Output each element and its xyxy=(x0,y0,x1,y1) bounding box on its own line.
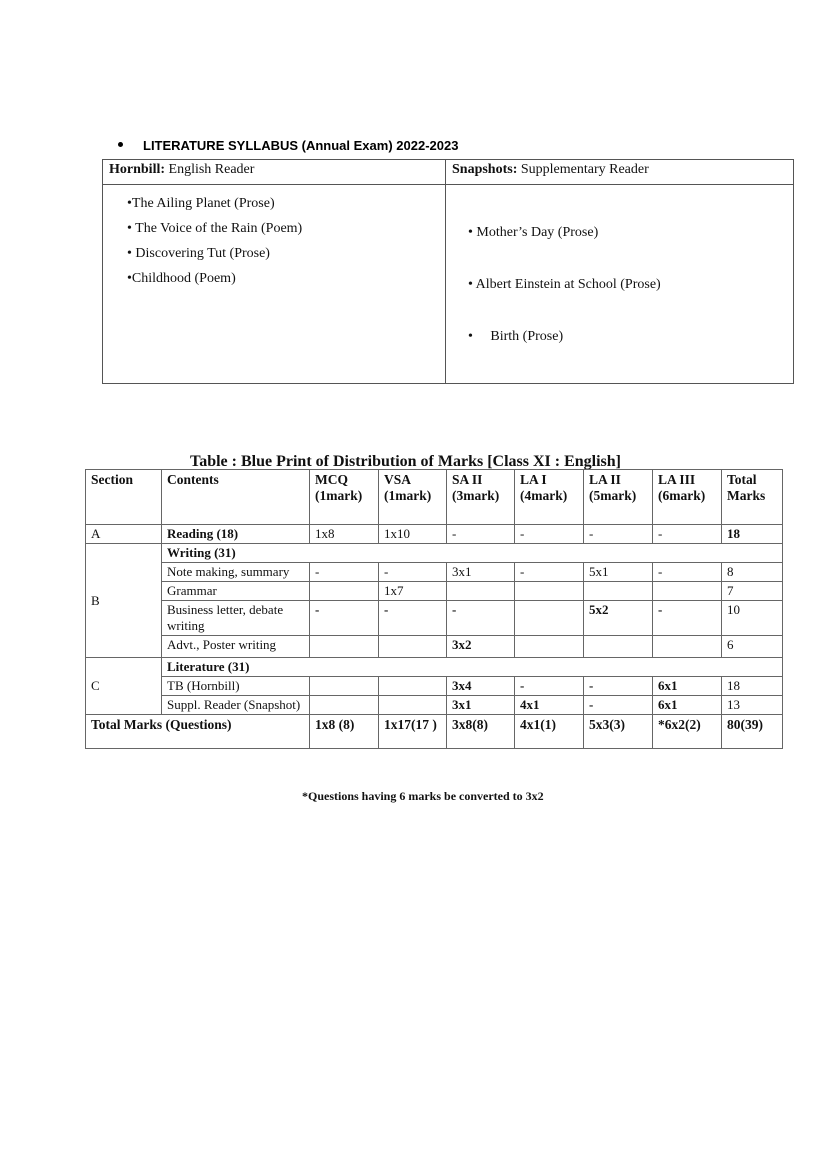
syllabus-body-row xyxy=(103,185,794,384)
bullet-icon xyxy=(118,142,123,147)
totals-la1: 4x1(1) xyxy=(515,715,584,749)
totals-sa2: 3x8(8) xyxy=(447,715,515,749)
table-row xyxy=(86,601,783,636)
table-row xyxy=(86,677,783,696)
snapshots-list xyxy=(452,187,787,381)
advt-content: Advt., Poster writing xyxy=(162,636,310,658)
grammar-la3 xyxy=(653,582,722,601)
grammar-mcq xyxy=(310,582,379,601)
business-vsa: - xyxy=(379,601,447,636)
totals-total: 80(39) xyxy=(722,715,783,749)
note-mcq: - xyxy=(310,563,379,582)
header-section: Section xyxy=(86,470,162,525)
blueprint-header-row xyxy=(86,470,783,525)
hornbill-header xyxy=(103,160,446,185)
tb-total: 18 xyxy=(722,677,783,696)
hornbill-list xyxy=(109,187,439,293)
literature-heading-text: LITERATURE SYLLABUS (Annual Exam) 2022-2023 xyxy=(143,138,459,153)
reading-sa2: - xyxy=(447,525,515,544)
grammar-vsa: 1x7 xyxy=(379,582,447,601)
business-la1 xyxy=(515,601,584,636)
snapshots-chapters xyxy=(446,185,794,384)
header-la3: LA III (6mark) xyxy=(653,470,722,525)
literature-content: Literature (31) xyxy=(162,658,783,677)
header-sa2: SA II (3mark) xyxy=(447,470,515,525)
business-total: 10 xyxy=(722,601,783,636)
writing-content: Writing (31) xyxy=(162,544,783,563)
reading-la3: - xyxy=(653,525,722,544)
note-la1: - xyxy=(515,563,584,582)
list-item: • Albert Einstein at School (Prose) xyxy=(468,277,661,292)
list-item: •The Ailing Planet (Prose) xyxy=(127,196,275,211)
section-a: A xyxy=(86,525,162,544)
reading-la1: - xyxy=(515,525,584,544)
reading-mcq: 1x8 xyxy=(310,525,379,544)
blueprint-table xyxy=(85,469,783,749)
grammar-la2 xyxy=(584,582,653,601)
business-sa2: - xyxy=(447,601,515,636)
reading-total: 18 xyxy=(722,525,783,544)
advt-la1 xyxy=(515,636,584,658)
totals-mcq: 1x8 (8) xyxy=(310,715,379,749)
grammar-la1 xyxy=(515,582,584,601)
suppl-vsa xyxy=(379,696,447,715)
grammar-sa2 xyxy=(447,582,515,601)
business-la2: 5x2 xyxy=(584,601,653,636)
reading-la2: - xyxy=(584,525,653,544)
tb-mcq xyxy=(310,677,379,696)
header-contents: Contents xyxy=(162,470,310,525)
advt-vsa xyxy=(379,636,447,658)
note-la2: 5x1 xyxy=(584,563,653,582)
note-total: 8 xyxy=(722,563,783,582)
list-item: • Discovering Tut (Prose) xyxy=(127,246,270,261)
tb-content: TB (Hornbill) xyxy=(162,677,310,696)
totals-vsa: 1x17(17 ) xyxy=(379,715,447,749)
advt-mcq xyxy=(310,636,379,658)
tb-la2: - xyxy=(584,677,653,696)
business-la3: - xyxy=(653,601,722,636)
blueprint-footnote: *Questions having 6 marks be converted to 3x2 xyxy=(302,789,544,803)
advt-la2 xyxy=(584,636,653,658)
header-vsa: VSA (1mark) xyxy=(379,470,447,525)
header-la1: LA I (4mark) xyxy=(515,470,584,525)
header-total: Total Marks xyxy=(722,470,783,525)
note-sa2: 3x1 xyxy=(447,563,515,582)
literature-syllabus-table xyxy=(102,159,794,384)
suppl-la2: - xyxy=(584,696,653,715)
table-row xyxy=(86,544,783,563)
hornbill-title: Hornbill: xyxy=(109,162,166,177)
totals-la2: 5x3(3) xyxy=(584,715,653,749)
header-la2: LA II (5mark) xyxy=(584,470,653,525)
business-mcq: - xyxy=(310,601,379,636)
suppl-total: 13 xyxy=(722,696,783,715)
literature-syllabus-heading xyxy=(118,138,458,153)
business-content: Business letter, debate writing xyxy=(162,601,310,636)
totals-la3: *6x2(2) xyxy=(653,715,722,749)
grammar-content: Grammar xyxy=(162,582,310,601)
list-item: • The Voice of the Rain (Poem) xyxy=(127,221,303,236)
hornbill-chapters xyxy=(103,185,446,384)
snapshots-header xyxy=(446,160,794,185)
hornbill-subtitle: English Reader xyxy=(165,162,255,177)
suppl-content: Suppl. Reader (Snapshot) xyxy=(162,696,310,715)
syllabus-header-row xyxy=(103,160,794,185)
list-item: • Mother’s Day (Prose) xyxy=(468,225,599,240)
list-item: •Childhood (Poem) xyxy=(127,271,236,286)
tb-vsa xyxy=(379,677,447,696)
totals-row xyxy=(86,715,783,749)
advt-total: 6 xyxy=(722,636,783,658)
note-vsa: - xyxy=(379,563,447,582)
suppl-la3: 6x1 xyxy=(653,696,722,715)
advt-la3 xyxy=(653,636,722,658)
snapshots-title: Snapshots: xyxy=(452,162,518,177)
table-row xyxy=(86,525,783,544)
advt-sa2: 3x2 xyxy=(447,636,515,658)
suppl-mcq xyxy=(310,696,379,715)
reading-content: Reading (18) xyxy=(162,525,310,544)
header-mcq: MCQ (1mark) xyxy=(310,470,379,525)
table-row xyxy=(86,636,783,658)
totals-label: Total Marks (Questions) xyxy=(86,715,310,749)
grammar-total: 7 xyxy=(722,582,783,601)
suppl-sa2: 3x1 xyxy=(447,696,515,715)
suppl-la1: 4x1 xyxy=(515,696,584,715)
blueprint-caption: Table : Blue Print of Distribution of Marks [Class XI : English] xyxy=(190,453,621,470)
section-b: B xyxy=(86,544,162,658)
table-row xyxy=(86,658,783,677)
snapshots-subtitle: Supplementary Reader xyxy=(517,162,649,177)
tb-la1: - xyxy=(515,677,584,696)
table-row xyxy=(86,563,783,582)
section-c: C xyxy=(86,658,162,715)
note-la3: - xyxy=(653,563,722,582)
table-row xyxy=(86,582,783,601)
table-row xyxy=(86,696,783,715)
tb-sa2: 3x4 xyxy=(447,677,515,696)
note-content: Note making, summary xyxy=(162,563,310,582)
list-item: • Birth (Prose) xyxy=(468,329,564,344)
tb-la3: 6x1 xyxy=(653,677,722,696)
reading-vsa: 1x10 xyxy=(379,525,447,544)
